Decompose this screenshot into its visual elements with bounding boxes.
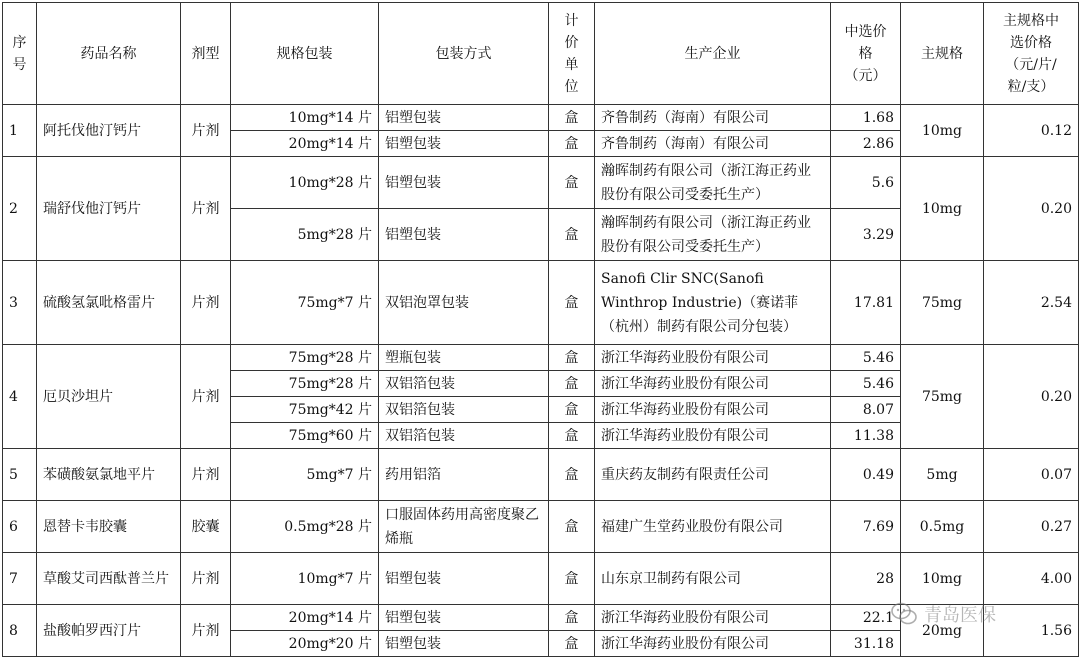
cell-price: 8.07 [831,397,901,423]
table-row [3,605,1079,631]
cell-maker: 浙江华海药业股份有限公司 [595,397,831,423]
cell-maker: 山东京卫制药有限公司 [595,553,831,605]
cell-main-price: 2.54 [984,261,1079,345]
cell-main-spec: 0.5mg [901,501,984,553]
cell-price: 5.6 [831,157,901,209]
cell-form: 片剂 [181,105,231,157]
cell-price: 2.86 [831,131,901,157]
cell-no: 1 [3,105,37,157]
cell-spec: 20mg*14 片 [231,131,379,157]
cell-spec: 5mg*28 片 [231,209,379,261]
cell-pack: 铝塑包装 [379,553,549,605]
table-row [3,449,1079,501]
cell-spec: 75mg*42 片 [231,397,379,423]
cell-main-price: 0.12 [984,105,1079,157]
table-row [3,345,1079,371]
cell-main-price: 0.27 [984,501,1079,553]
cell-maker: 瀚晖制药有限公司（浙江海正药业股份有限公司受委托生产） [595,209,831,261]
cell-spec: 75mg*28 片 [231,345,379,371]
cell-main-price: 0.20 [984,345,1079,449]
header-maker: 生产企业 [595,3,831,105]
cell-unit: 盒 [549,105,595,131]
cell-price: 7.69 [831,501,901,553]
cell-pack: 铝塑包装 [379,209,549,261]
cell-main-spec: 20mg [901,605,984,657]
cell-drug-name: 阿托伐他汀钙片 [37,105,181,157]
cell-unit: 盒 [549,423,595,449]
cell-unit: 盒 [549,157,595,209]
cell-drug-name: 瑞舒伐他汀钙片 [37,157,181,261]
header-main-price: 主规格中 选价格 （元/片/ 粒/支） [984,3,1079,105]
header-main-spec: 主规格 [901,3,984,105]
cell-pack: 双铝泡罩包装 [379,261,549,345]
cell-pack: 铝塑包装 [379,105,549,131]
table-row [3,105,1079,131]
watermark-text: 青岛医保 [924,605,996,626]
cell-no: 8 [3,605,37,657]
cell-unit: 盒 [549,631,595,657]
cell-form: 片剂 [181,553,231,605]
cell-main-spec: 75mg [901,345,984,449]
cell-unit: 盒 [549,501,595,553]
cell-price: 11.38 [831,423,901,449]
cell-unit: 盒 [549,449,595,501]
cell-form: 片剂 [181,345,231,449]
cell-price: 5.46 [831,371,901,397]
cell-maker: 齐鲁制药（海南）有限公司 [595,105,831,131]
cell-main-spec: 5mg [901,449,984,501]
header-price: 中选价 格 （元） [831,3,901,105]
cell-main-price: 0.07 [984,449,1079,501]
cell-price: 31.18 [831,631,901,657]
cell-pack: 口服固体药用高密度聚乙烯瓶 [379,501,549,553]
cell-pack: 铝塑包装 [379,631,549,657]
cell-spec: 75mg*60 片 [231,423,379,449]
cell-price: 17.81 [831,261,901,345]
cell-maker: Sanofi Clir SNC(Sanofi Winthrop Industrie)（赛诺菲（杭州）制药有限公司分包装） [595,261,831,345]
cell-maker: 浙江华海药业股份有限公司 [595,631,831,657]
cell-unit: 盒 [549,605,595,631]
cell-drug-name: 恩替卡韦胶囊 [37,501,181,553]
header-form: 剂型 [181,3,231,105]
cell-main-spec: 10mg [901,553,984,605]
cell-main-price: 0.20 [984,157,1079,261]
cell-spec: 10mg*14 片 [231,105,379,131]
cell-drug-name: 厄贝沙坦片 [37,345,181,449]
header-no: 序 号 [3,3,37,105]
cell-pack: 双铝箔包装 [379,397,549,423]
header-spec: 规格包装 [231,3,379,105]
cell-drug-name: 硫酸氢氯吡格雷片 [37,261,181,345]
cell-main-spec: 10mg [901,157,984,261]
cell-maker: 重庆药友制药有限责任公司 [595,449,831,501]
cell-price: 1.68 [831,105,901,131]
header-row [3,3,1079,105]
cell-unit: 盒 [549,209,595,261]
cell-maker: 瀚晖制药有限公司（浙江海正药业股份有限公司受委托生产） [595,157,831,209]
cell-no: 5 [3,449,37,501]
cell-form: 胶囊 [181,501,231,553]
cell-no: 2 [3,157,37,261]
cell-pack: 铝塑包装 [379,157,549,209]
cell-spec: 20mg*14 片 [231,605,379,631]
cell-drug-name: 草酸艾司西酞普兰片 [37,553,181,605]
cell-form: 片剂 [181,157,231,261]
cell-spec: 10mg*7 片 [231,553,379,605]
cell-unit: 盒 [549,261,595,345]
cell-maker: 齐鲁制药（海南）有限公司 [595,131,831,157]
cell-form: 片剂 [181,449,231,501]
cell-spec: 10mg*28 片 [231,157,379,209]
table-row [3,501,1079,553]
cell-pack: 双铝箔包装 [379,423,549,449]
cell-maker: 浙江华海药业股份有限公司 [595,423,831,449]
cell-price: 0.49 [831,449,901,501]
cell-unit: 盒 [549,345,595,371]
table-body [3,105,1079,657]
cell-spec: 20mg*20 片 [231,631,379,657]
cell-no: 3 [3,261,37,345]
cell-main-price: 4.00 [984,553,1079,605]
cell-spec: 0.5mg*28 片 [231,501,379,553]
cell-pack: 药用铝箔 [379,449,549,501]
cell-main-price: 1.56 [984,605,1079,657]
cell-pack: 双铝箔包装 [379,371,549,397]
header-pack: 包装方式 [379,3,549,105]
cell-no: 4 [3,345,37,449]
cell-price: 5.46 [831,345,901,371]
cell-pack: 铝塑包装 [379,605,549,631]
cell-maker: 浙江华海药业股份有限公司 [595,345,831,371]
cell-form: 片剂 [181,261,231,345]
cell-spec: 75mg*7 片 [231,261,379,345]
header-name: 药品名称 [37,3,181,105]
table-row [3,157,1079,209]
table-row [3,261,1079,345]
cell-unit: 盒 [549,371,595,397]
cell-drug-name: 盐酸帕罗西汀片 [37,605,181,657]
cell-maker: 浙江华海药业股份有限公司 [595,605,831,631]
cell-price: 28 [831,553,901,605]
cell-no: 6 [3,501,37,553]
cell-unit: 盒 [549,131,595,157]
cell-pack: 铝塑包装 [379,131,549,157]
cell-spec: 5mg*7 片 [231,449,379,501]
cell-maker: 浙江华海药业股份有限公司 [595,371,831,397]
cell-main-spec: 10mg [901,105,984,157]
cell-main-spec: 75mg [901,261,984,345]
cell-unit: 盒 [549,553,595,605]
cell-maker: 福建广生堂药业股份有限公司 [595,501,831,553]
cell-spec: 75mg*28 片 [231,371,379,397]
cell-pack: 塑瓶包装 [379,345,549,371]
cell-unit: 盒 [549,397,595,423]
cell-price: 22.1 [831,605,901,631]
cell-price: 3.29 [831,209,901,261]
cell-drug-name: 苯磺酸氨氯地平片 [37,449,181,501]
table-row [3,553,1079,605]
cell-form: 片剂 [181,605,231,657]
cell-no: 7 [3,553,37,605]
header-unit: 计 价 单 位 [549,3,595,105]
drug-price-table [2,2,1079,657]
